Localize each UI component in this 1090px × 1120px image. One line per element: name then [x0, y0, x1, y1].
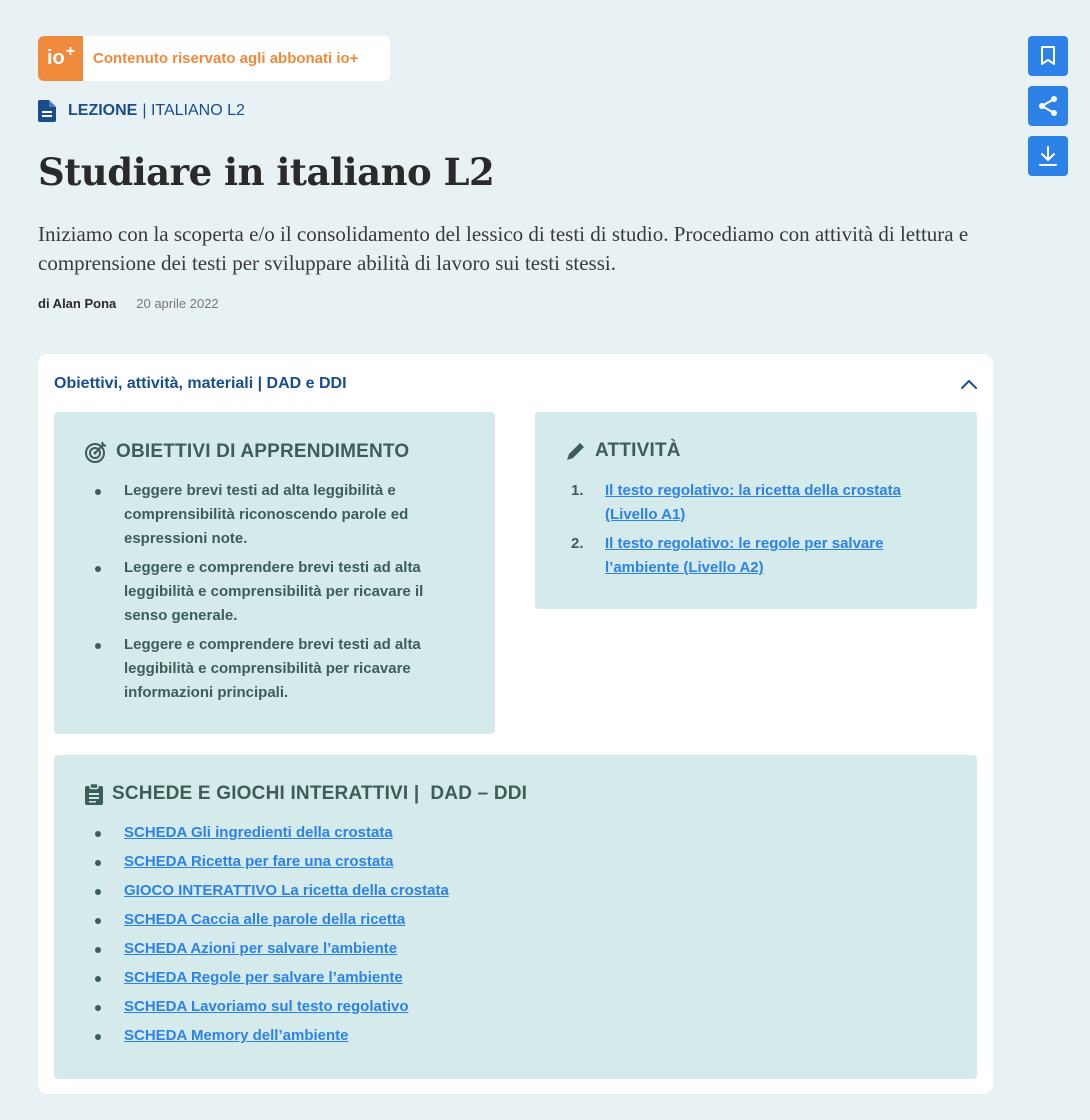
list-number: 1.: [571, 482, 584, 499]
materials-list: [84, 821, 784, 1048]
bookmark-button[interactable]: [1028, 36, 1068, 76]
pencil-icon: [565, 440, 587, 462]
publish-date: 20 aprile 2022: [136, 296, 219, 311]
list-number: 2.: [571, 535, 584, 552]
list-item: Leggere e comprendere brevi testi ad alta leggibilità e comprensibilità per ricavare informazioni principali.: [84, 633, 454, 705]
activities-title-text: ATTIVITÀ: [595, 440, 681, 461]
share-button[interactable]: [1028, 86, 1068, 126]
document-icon: [38, 100, 56, 122]
list-item: [84, 850, 784, 874]
list-item: [84, 1024, 784, 1048]
list-item: Leggere brevi testi ad alta leggibilità e comprensibilità riconoscendo parole ed espressioni note.: [84, 479, 454, 551]
list-item: [84, 937, 784, 961]
subscriber-badge: [38, 36, 390, 81]
list-item: Leggere e comprendere brevi testi ad alta leggibilità e comprensibilità per ricavare il senso generale.: [84, 556, 454, 628]
content-kicker: [38, 100, 245, 122]
activities-list: [565, 479, 935, 580]
download-button[interactable]: [1028, 136, 1068, 176]
material-link[interactable]: SCHEDA Gli ingredienti della crostata: [124, 824, 393, 841]
list-item: [565, 532, 935, 580]
bookmark-icon: [1040, 46, 1056, 66]
list-item: [84, 995, 784, 1019]
content-type: LEZIONE: [68, 102, 138, 119]
list-item: [84, 966, 784, 990]
materials-title-text: SCHEDE E GIOCHI INTERATTIVI | DAD – DDI: [112, 783, 528, 804]
objectives-title-text: OBIETTIVI DI APPRENDIMENTO: [116, 441, 410, 462]
material-link[interactable]: SCHEDA Lavoriamo sul testo regolativo: [124, 998, 409, 1015]
subscriber-badge-text: Contenuto riservato agli abbonati io+: [93, 50, 359, 67]
author: di Alan Pona: [38, 296, 117, 311]
activity-link-2[interactable]: Il testo regolativo: le regole per salvare l’ambiente (Livello A2): [605, 535, 884, 576]
material-link[interactable]: GIOCO INTERATTIVO La ricetta della crostata: [124, 882, 449, 899]
resources-panel: [38, 354, 993, 1094]
io-plus-logo: io +: [38, 36, 83, 81]
panel-toggle[interactable]: [54, 372, 977, 396]
list-item: [84, 908, 784, 932]
material-link[interactable]: SCHEDA Azioni per salvare l’ambiente: [124, 940, 398, 957]
material-link[interactable]: SCHEDA Ricetta per fare una crostata: [124, 853, 394, 870]
activities-card: [535, 412, 977, 609]
download-icon: [1038, 145, 1058, 167]
list-item: [565, 479, 935, 527]
list-item: [84, 879, 784, 903]
chevron-up-icon[interactable]: [961, 379, 977, 389]
activities-title: [565, 440, 681, 462]
objectives-list: [84, 479, 454, 705]
page-title: Studiare in italiano L2: [38, 150, 495, 194]
material-link[interactable]: SCHEDA Memory dell’ambiente: [124, 1027, 349, 1044]
objectives-title: [84, 440, 409, 464]
activity-link-1[interactable]: Il testo regolativo: la ricetta della crostata (Livello A1): [605, 482, 901, 523]
article-lead: Iniziamo con la scoperta e/o il consolidamento del lessico di testi di studio. Procediamo con attività di lettura e comprensione dei testi per sviluppare abilità di lavoro sui testi stessi.: [38, 222, 969, 275]
content-subject: | ITALIANO L2: [142, 102, 245, 119]
share-icon: [1037, 95, 1059, 117]
material-link[interactable]: SCHEDA Caccia alle parole della ricetta: [124, 911, 406, 928]
byline: [38, 296, 219, 311]
target-icon: [84, 440, 108, 464]
materials-title: [84, 783, 527, 805]
clipboard-icon: [84, 783, 104, 805]
panel-title: Obiettivi, attività, materiali | DAD e DDI: [54, 375, 347, 392]
material-link[interactable]: SCHEDA Regole per salvare l’ambiente: [124, 969, 403, 986]
objectives-card: [54, 412, 495, 734]
materials-card: [54, 755, 977, 1079]
list-item: [84, 821, 784, 845]
